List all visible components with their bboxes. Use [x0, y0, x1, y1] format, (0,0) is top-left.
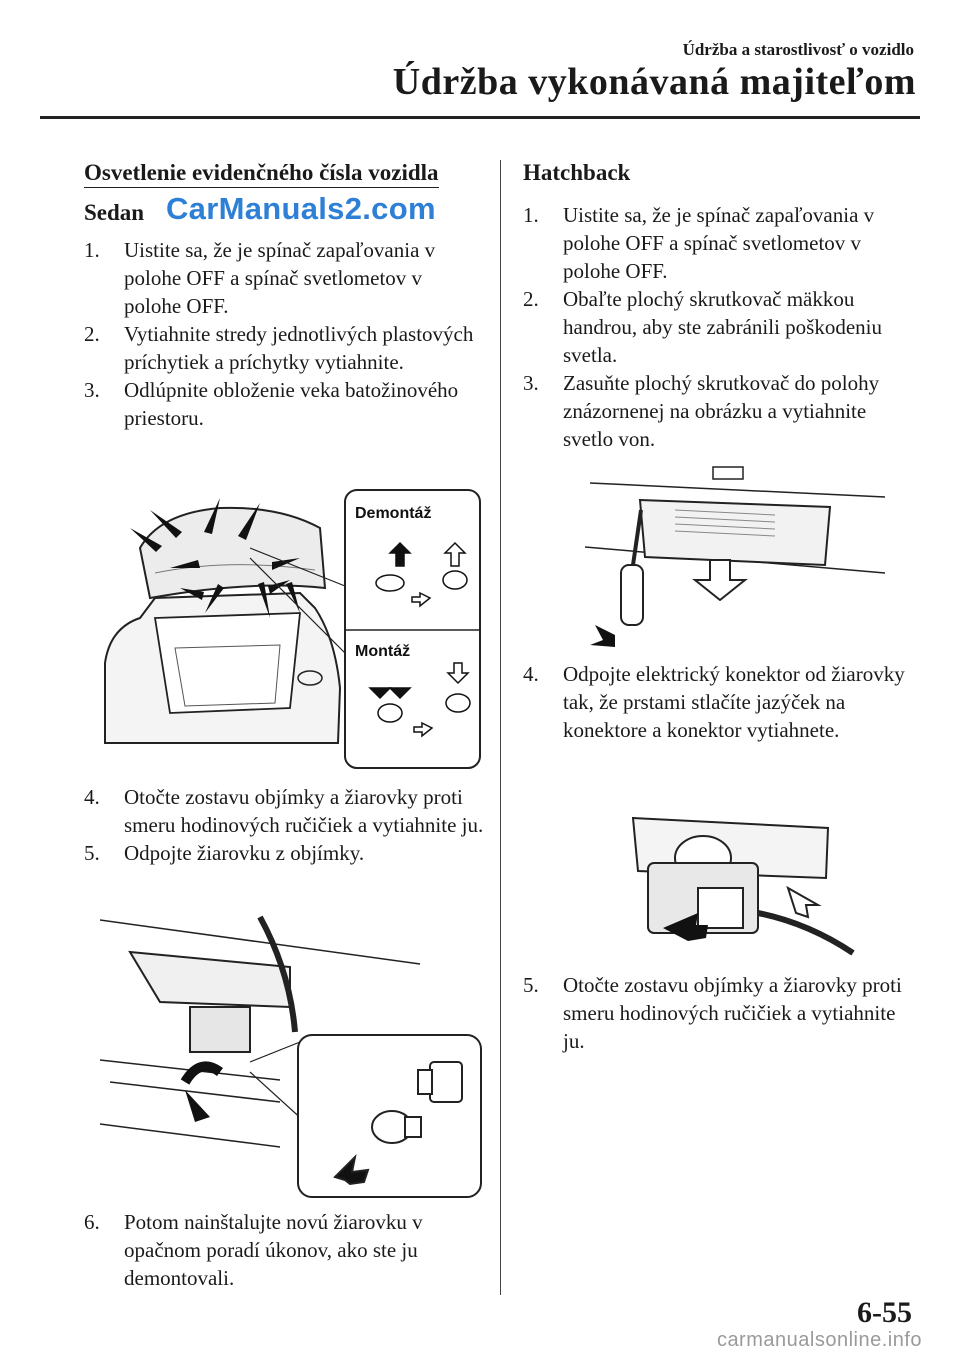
section-title: Údržba vykonávaná majiteľom [392, 61, 916, 103]
list-item: 3. Odlúpnite obloženie veka batožinového priestoru. [84, 378, 459, 430]
column-divider [500, 160, 501, 1295]
hatchback-screwdriver-figure [585, 465, 890, 650]
list-item: 5. Odpojte žiarovku z objímky. [84, 841, 365, 865]
sedan-trunk-figure [100, 488, 485, 773]
removal-label: Demontáž [355, 505, 432, 522]
list-item: 4. Otočte zostavu objímky a žiarovky proti smeru hodinových ručičiek a vytiahnite ju. [84, 785, 484, 837]
list-item: 6. Potom nainštalujte novú žiarovku v opačnom poradí úkonov, ako ste ju demontovali. [84, 1210, 423, 1290]
watermark-carmanuals[interactable]: CarManuals2.com [166, 191, 436, 226]
list-item: 2. Obaľte plochý skrutkovač mäkkou handrou, aby ste zabránili poškodeniu svetla. [523, 287, 882, 367]
left-title-text: Osvetlenie evidenčného čísla vozidla [84, 160, 439, 188]
left-title [84, 160, 439, 186]
sedan-steps-1-3 [84, 236, 484, 432]
hatchback-connector-figure [628, 793, 856, 963]
hatchback-label: Hatchback [523, 160, 631, 185]
chapter-title: Údržba a starostlivosť o vozidlo [682, 40, 914, 59]
hatchback-step-5 [523, 971, 918, 1055]
sedan-label: Sedan [84, 200, 145, 225]
sedan-step-6 [84, 1208, 484, 1292]
page-number: 6-55 [857, 1296, 912, 1329]
hatchback-steps-1-3 [523, 201, 918, 453]
list-item: 4. Odpojte elektrický konektor od žiarovky tak, že prstami stlačíte jazýček na konektore a konektor vytiahnete. [523, 662, 905, 742]
list-item: 5. Otočte zostavu objímky a žiarovky proti smeru hodinových ručičiek a vytiahnite ju. [523, 973, 902, 1053]
footer-watermark[interactable]: carmanualsonline.info [716, 1329, 922, 1351]
list-item: 1. Uistite sa, že je spínač zapaľovania v polohe OFF a spínač svetlometov v polohe OFF. [523, 203, 875, 283]
install-label: Montáž [355, 643, 411, 660]
sedan-steps-4-5 [84, 783, 484, 867]
header-rule [40, 116, 920, 119]
list-item: 1. Uistite sa, že je spínač zapaľovania v polohe OFF a spínač svetlometov v polohe OFF. [84, 238, 436, 318]
list-item: 2. Vytiahnite stredy jednotlivých plastových príchytiek a príchytky vytiahnite. [84, 322, 474, 374]
hatchback-step-4 [523, 660, 918, 744]
sedan-bulb-figure [100, 912, 485, 1200]
list-item: 3. Zasuňte plochý skrutkovač do polohy znázornenej na obrázku a vytiahnite svetlo von. [523, 371, 880, 451]
